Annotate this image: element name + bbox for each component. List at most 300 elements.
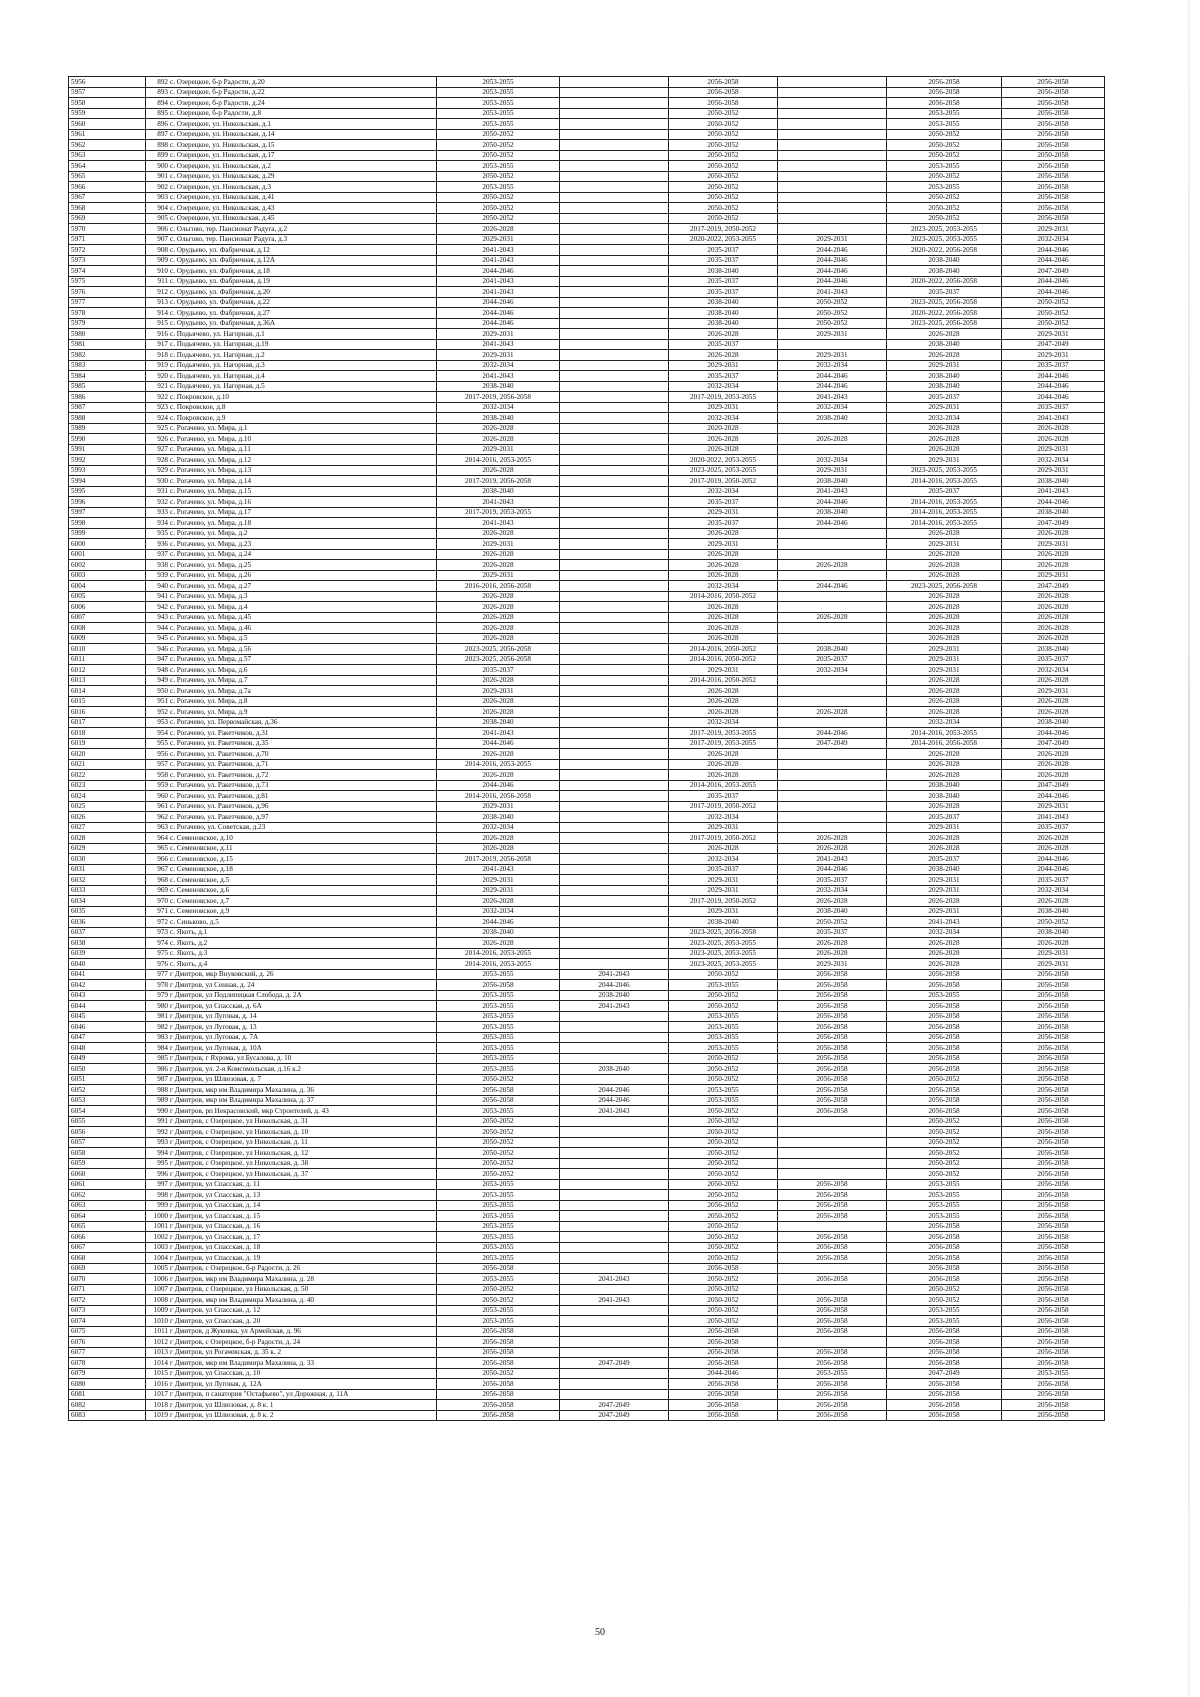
table-cell: 2050-2052 [669, 1148, 778, 1159]
table-cell: 2056-2058 [1002, 1074, 1105, 1085]
table-cell: 2053-2055 [887, 1305, 1002, 1316]
table-cell: 2041-2043 [437, 728, 560, 739]
table-cell: 5991 [69, 444, 146, 455]
table-cell [560, 948, 669, 959]
table-cell [560, 1284, 669, 1295]
table-cell: 2029-2031 [1002, 570, 1105, 581]
table-cell: 2029-2031 [437, 329, 560, 340]
table-cell: 2029-2031 [669, 906, 778, 917]
table-row [69, 476, 1105, 487]
table-cell: с. Орудьево, ул. Фабричная, д.12 [169, 245, 437, 256]
table-cell: 1016 [146, 1379, 170, 1390]
table-cell [778, 770, 887, 781]
table-cell: г Дмитров, ул Луговая, д. 7А [169, 1032, 437, 1043]
table-cell: 2026-2028 [1002, 707, 1105, 718]
table-cell: 2035-2037 [669, 518, 778, 529]
table-cell: 2026-2028 [1002, 633, 1105, 644]
table-cell [560, 434, 669, 445]
table-cell: 5999 [69, 528, 146, 539]
table-cell: 2056-2058 [1002, 1274, 1105, 1285]
table-cell: 911 [146, 276, 170, 287]
table-cell: 6050 [69, 1064, 146, 1075]
table-cell: 6064 [69, 1211, 146, 1222]
table-row [69, 1410, 1105, 1421]
table-row [69, 392, 1105, 403]
table-cell: 2032-2034 [887, 717, 1002, 728]
table-row [69, 455, 1105, 466]
table-cell: 1014 [146, 1358, 170, 1369]
table-row [69, 1053, 1105, 1064]
table-cell: 2050-2052 [437, 203, 560, 214]
table-cell: 2038-2040 [778, 413, 887, 424]
table-cell: 2053-2055 [437, 108, 560, 119]
table-cell: 6003 [69, 570, 146, 581]
table-cell: 2026-2028 [669, 602, 778, 613]
table-cell: 2026-2028 [1002, 528, 1105, 539]
table-cell: 2026-2028 [778, 938, 887, 949]
table-cell: 2035-2037 [669, 287, 778, 298]
table-cell: 2035-2037 [778, 927, 887, 938]
table-cell [560, 1379, 669, 1390]
table-cell: 2044-2046 [1002, 497, 1105, 508]
table-cell [560, 1232, 669, 1243]
table-cell: 2050-2052 [669, 1295, 778, 1306]
table-cell: г Дмитров, ул Спасская, д. 15 [169, 1211, 437, 1222]
table-cell: с. Орудьево, ул. Фабричная, д.22 [169, 297, 437, 308]
table-cell: 2053-2055 [437, 1064, 560, 1075]
table-cell [778, 696, 887, 707]
table-row [69, 770, 1105, 781]
table-cell: 6045 [69, 1011, 146, 1022]
table-cell: 5986 [69, 392, 146, 403]
table-cell: 2026-2028 [437, 560, 560, 571]
table-cell: 2029-2031 [437, 444, 560, 455]
table-cell: 2017-2019, 2056-2058 [437, 392, 560, 403]
table-cell: 940 [146, 581, 170, 592]
table-cell: 2056-2058 [1002, 1095, 1105, 1106]
table-cell: 2014-2016, 2056-2058 [887, 738, 1002, 749]
table-cell: г Дмитров, мкр им Владимира Махалина, д. 36 [169, 1085, 437, 1096]
table-cell: 2029-2031 [1002, 801, 1105, 812]
table-cell: 2026-2028 [437, 938, 560, 949]
table-cell: 954 [146, 728, 170, 739]
table-cell: 2029-2031 [1002, 465, 1105, 476]
table-row [69, 518, 1105, 529]
table-cell: 2044-2046 [1002, 255, 1105, 266]
table-cell: г Дмитров, с Озерецкое, б-р Радости, д. 26 [169, 1263, 437, 1274]
table-cell: 2026-2028 [1002, 938, 1105, 949]
table-cell: 6037 [69, 927, 146, 938]
table-cell: 5998 [69, 518, 146, 529]
table-cell: г Дмитров, ул Спасская, д. 11 [169, 1179, 437, 1190]
table-cell: 5975 [69, 276, 146, 287]
table-cell [778, 444, 887, 455]
table-cell [560, 1043, 669, 1054]
table-cell [560, 1137, 669, 1148]
table-cell: 2056-2058 [778, 1410, 887, 1421]
table-cell: с. Подьячево, ул. Нагорная, д.2 [169, 350, 437, 361]
table-cell: 5985 [69, 381, 146, 392]
table-cell: 2056-2058 [778, 1085, 887, 1096]
table-cell: 2050-2052 [887, 140, 1002, 151]
table-cell: 6019 [69, 738, 146, 749]
table-cell: 2056-2058 [1002, 203, 1105, 214]
table-row [69, 1106, 1105, 1117]
table-cell: 2056-2058 [1002, 1158, 1105, 1169]
table-cell [560, 801, 669, 812]
table-cell: 2020-2022, 2053-2055 [669, 234, 778, 245]
table-cell: с. Якоть, д.3 [169, 948, 437, 959]
table-cell: с. Подьячево, ул. Нагорная, д.4 [169, 371, 437, 382]
table-cell: 2050-2052 [887, 1137, 1002, 1148]
table-cell: 993 [146, 1137, 170, 1148]
table-cell: 6014 [69, 686, 146, 697]
table-cell: 6026 [69, 812, 146, 823]
table-row [69, 885, 1105, 896]
table-cell: 2035-2037 [669, 371, 778, 382]
table-cell: 931 [146, 486, 170, 497]
table-cell: 6077 [69, 1347, 146, 1358]
table-cell: 2050-2052 [669, 1211, 778, 1222]
table-cell: 2014-2016, 2053-2055 [437, 455, 560, 466]
table-cell: 2026-2028 [1002, 749, 1105, 760]
table-cell: 2050-2052 [669, 1137, 778, 1148]
table-cell: 2026-2028 [887, 759, 1002, 770]
table-cell: 943 [146, 612, 170, 623]
table-row [69, 1358, 1105, 1369]
table-row [69, 1232, 1105, 1243]
table-cell: 2026-2028 [887, 329, 1002, 340]
table-cell: 5978 [69, 308, 146, 319]
table-cell: 1003 [146, 1242, 170, 1253]
table-row [69, 1137, 1105, 1148]
table-cell: 2026-2028 [778, 896, 887, 907]
table-cell: с. Семеновское, д.15 [169, 854, 437, 865]
table-cell: г Дмитров, ул Луговая, д. 13 [169, 1022, 437, 1033]
table-cell: 2056-2058 [887, 1400, 1002, 1411]
table-cell: 6012 [69, 665, 146, 676]
table-cell: 2038-2040 [887, 791, 1002, 802]
table-cell: 2017-2019, 2056-2058 [437, 476, 560, 487]
table-cell: г Дмитров, д Жуковка, ул Армейская, д. 96 [169, 1326, 437, 1337]
table-cell: 939 [146, 570, 170, 581]
table-cell [560, 192, 669, 203]
table-cell: 968 [146, 875, 170, 886]
table-cell: 976 [146, 959, 170, 970]
table-cell: 953 [146, 717, 170, 728]
table-cell: 2017-2019, 2053-2055 [669, 392, 778, 403]
table-cell: 5959 [69, 108, 146, 119]
table-cell: 2056-2058 [1002, 1116, 1105, 1127]
table-cell: 2041-2043 [560, 969, 669, 980]
table-cell: 2050-2052 [669, 1232, 778, 1243]
table-cell: г Дмитров, ул Шлюзовая, д. 8 к. 1 [169, 1400, 437, 1411]
table-cell: с. Рогачево, ул. Мира, д.2 [169, 528, 437, 539]
table-cell: 2050-2052 [1002, 917, 1105, 928]
table-row [69, 686, 1105, 697]
table-cell [560, 507, 669, 518]
table-cell: 2035-2037 [669, 791, 778, 802]
table-row [69, 1032, 1105, 1043]
table-row [69, 1253, 1105, 1264]
table-cell: 2044-2046 [778, 276, 887, 287]
table-cell: 5976 [69, 287, 146, 298]
table-cell [560, 791, 669, 802]
table-cell [778, 749, 887, 760]
table-cell: 6015 [69, 696, 146, 707]
table-cell: 6054 [69, 1106, 146, 1117]
table-row [69, 1200, 1105, 1211]
table-row [69, 1169, 1105, 1180]
table-cell: 2044-2046 [778, 864, 887, 875]
table-cell: 2056-2058 [1002, 1305, 1105, 1316]
table-cell: 2056-2058 [887, 1001, 1002, 1012]
table-cell: с. Орудьево, ул. Фабричная, д.19 [169, 276, 437, 287]
table-cell [560, 1305, 669, 1316]
table-cell: 2035-2037 [1002, 360, 1105, 371]
table-cell: с. Рогачево, ул. Ракетчиков, д.72 [169, 770, 437, 781]
table-cell: 2056-2058 [887, 1022, 1002, 1033]
table-cell: 2053-2055 [669, 1022, 778, 1033]
table-row [69, 1043, 1105, 1054]
table-cell [560, 1148, 669, 1159]
table-cell: 2026-2028 [437, 675, 560, 686]
table-cell: 2056-2058 [669, 87, 778, 98]
table-row [69, 791, 1105, 802]
table-cell [560, 1211, 669, 1222]
table-cell: 6043 [69, 990, 146, 1001]
table-cell: 2053-2055 [887, 990, 1002, 1001]
table-cell [560, 98, 669, 109]
table-cell: 2056-2058 [437, 1379, 560, 1390]
table-cell: 2053-2055 [437, 1211, 560, 1222]
table-cell: 970 [146, 896, 170, 907]
table-cell: 2053-2055 [887, 182, 1002, 193]
table-cell: 2050-2052 [1002, 308, 1105, 319]
table-cell: 2026-2028 [778, 833, 887, 844]
table-cell: с. Орудьево, ул. Фабричная, д.12А [169, 255, 437, 266]
table-cell: 2050-2052 [887, 1295, 1002, 1306]
table-cell: 2026-2028 [437, 549, 560, 560]
table-cell: 2050-2052 [437, 1368, 560, 1379]
table-cell: 2026-2028 [437, 528, 560, 539]
table-cell: 2053-2055 [437, 119, 560, 130]
table-row [69, 402, 1105, 413]
table-row [69, 854, 1105, 865]
table-row [69, 182, 1105, 193]
table-cell: 2041-2043 [437, 276, 560, 287]
table-cell: 5971 [69, 234, 146, 245]
table-cell: 2029-2031 [437, 875, 560, 886]
table-cell: 6022 [69, 770, 146, 781]
table-cell: 2050-2052 [669, 1127, 778, 1138]
table-cell: 2023-2025, 2053-2055 [669, 938, 778, 949]
table-cell: 964 [146, 833, 170, 844]
table-cell: 2026-2028 [437, 707, 560, 718]
table-cell: с. Рогачево, ул. Мира, д.12 [169, 455, 437, 466]
table-cell: 2035-2037 [669, 339, 778, 350]
table-cell [778, 339, 887, 350]
table-cell: 2026-2028 [887, 686, 1002, 697]
table-cell: 2056-2058 [778, 1011, 887, 1022]
table-cell: 2044-2046 [560, 980, 669, 991]
table-cell: с. Озерецкое, б-р Радости, д.20 [169, 77, 437, 88]
table-cell: 2053-2055 [437, 1190, 560, 1201]
table-row [69, 119, 1105, 130]
table-cell: 2026-2028 [669, 759, 778, 770]
table-cell: 2035-2037 [1002, 822, 1105, 833]
table-cell: 6017 [69, 717, 146, 728]
table-cell: 2050-2052 [778, 308, 887, 319]
table-cell: 5989 [69, 423, 146, 434]
table-cell: 2032-2034 [437, 360, 560, 371]
table-cell: 2050-2052 [669, 1274, 778, 1285]
table-cell: 918 [146, 350, 170, 361]
table-cell: 2050-2052 [437, 1148, 560, 1159]
table-cell: 2023-2025, 2056-2058 [437, 654, 560, 665]
table-cell: с. Рогачево, ул. Ракетчиков, д.71 [169, 759, 437, 770]
table-cell: 2053-2055 [437, 1253, 560, 1264]
table-row [69, 507, 1105, 518]
table-cell: 1002 [146, 1232, 170, 1243]
table-cell: 2056-2058 [1002, 1316, 1105, 1327]
table-cell: 2053-2055 [887, 119, 1002, 130]
table-cell [560, 1389, 669, 1400]
table-cell [778, 570, 887, 581]
table-cell [560, 1263, 669, 1274]
table-cell: 2029-2031 [669, 665, 778, 676]
table-cell: 2056-2058 [778, 990, 887, 1001]
table-row [69, 276, 1105, 287]
table-cell: 2050-2052 [887, 213, 1002, 224]
table-cell [560, 570, 669, 581]
table-cell: 2050-2052 [669, 1158, 778, 1169]
table-cell: 6001 [69, 549, 146, 560]
table-cell: г Дмитров, г Яхрома, ул Бусалова, д. 10 [169, 1053, 437, 1064]
schedule-table-container [68, 76, 1090, 1421]
table-cell: 2038-2040 [437, 812, 560, 823]
table-cell: 2026-2028 [1002, 591, 1105, 602]
table-cell: 6075 [69, 1326, 146, 1337]
table-cell: 2035-2037 [1002, 875, 1105, 886]
table-cell: 942 [146, 602, 170, 613]
table-cell: с. Рогачево, ул. Ракетчиков, д.97 [169, 812, 437, 823]
table-cell: 981 [146, 1011, 170, 1022]
table-cell [560, 717, 669, 728]
table-cell [560, 486, 669, 497]
table-cell: 2056-2058 [778, 1190, 887, 1201]
table-cell [560, 938, 669, 949]
table-cell: 2029-2031 [437, 539, 560, 550]
table-cell: 963 [146, 822, 170, 833]
table-cell [560, 1368, 669, 1379]
table-cell: 2041-2043 [560, 1295, 669, 1306]
table-cell: 2014-2016, 2050-2052 [669, 675, 778, 686]
table-cell: с. Якоть, д.2 [169, 938, 437, 949]
table-cell: 2050-2052 [669, 1305, 778, 1316]
table-cell: 2056-2058 [1002, 1389, 1105, 1400]
table-cell: 2056-2058 [1002, 1127, 1105, 1138]
table-row [69, 801, 1105, 812]
table-cell: 2056-2058 [1002, 1295, 1105, 1306]
table-row [69, 749, 1105, 760]
table-cell: 2038-2040 [669, 297, 778, 308]
table-cell: 948 [146, 665, 170, 676]
table-cell: 2050-2052 [437, 1158, 560, 1169]
table-cell: 2056-2058 [437, 1326, 560, 1337]
table-cell: 2050-2052 [669, 1116, 778, 1127]
table-cell [560, 119, 669, 130]
table-cell: 927 [146, 444, 170, 455]
table-cell: 2044-2046 [778, 581, 887, 592]
table-row [69, 959, 1105, 970]
table-cell: 2029-2031 [1002, 539, 1105, 550]
table-cell: 2020-2022, 2056-2058 [887, 308, 1002, 319]
table-cell [560, 329, 669, 340]
table-row [69, 1158, 1105, 1169]
table-row [69, 1337, 1105, 1348]
table-cell: 6059 [69, 1158, 146, 1169]
table-cell: 2047-2049 [560, 1358, 669, 1369]
table-cell [560, 822, 669, 833]
table-cell [778, 759, 887, 770]
table-cell: 902 [146, 182, 170, 193]
table-cell: 2026-2028 [887, 612, 1002, 623]
table-cell: 2023-2025, 2056-2058 [669, 927, 778, 938]
table-cell: 2050-2052 [669, 129, 778, 140]
table-cell: 5995 [69, 486, 146, 497]
table-cell: 2056-2058 [1002, 1179, 1105, 1190]
table-cell: 2056-2058 [1002, 980, 1105, 991]
table-cell: 1010 [146, 1316, 170, 1327]
table-cell [560, 539, 669, 550]
table-cell: 2029-2031 [1002, 686, 1105, 697]
table-cell: 2023-2025, 2053-2055 [669, 465, 778, 476]
table-cell: 2026-2028 [669, 560, 778, 571]
table-cell: 2053-2055 [887, 161, 1002, 172]
table-cell: с. Рогачево, ул. Мира, д.26 [169, 570, 437, 581]
table-cell: 929 [146, 465, 170, 476]
table-cell: 2017-2019, 2050-2052 [669, 801, 778, 812]
table-cell [560, 1011, 669, 1022]
table-cell: 1006 [146, 1274, 170, 1285]
table-row [69, 444, 1105, 455]
table-cell: 2026-2028 [669, 528, 778, 539]
table-cell: 5987 [69, 402, 146, 413]
table-cell: 2047-2049 [778, 738, 887, 749]
table-cell: 2038-2040 [778, 476, 887, 487]
table-cell [560, 108, 669, 119]
table-cell: 2044-2046 [778, 371, 887, 382]
table-cell: 2032-2034 [1002, 234, 1105, 245]
table-cell: 2056-2058 [887, 1379, 1002, 1390]
table-cell: 2056-2058 [887, 969, 1002, 980]
table-cell: 995 [146, 1158, 170, 1169]
table-cell: 2026-2028 [437, 434, 560, 445]
table-row [69, 213, 1105, 224]
table-cell: 2053-2055 [669, 1011, 778, 1022]
table-cell: 6011 [69, 654, 146, 665]
table-cell: г Дмитров, ул Спасская, д. 17 [169, 1232, 437, 1243]
table-cell: 6040 [69, 959, 146, 970]
table-cell: 2056-2058 [778, 1400, 887, 1411]
table-cell: с. Семеновское, д.18 [169, 864, 437, 875]
table-row [69, 350, 1105, 361]
table-cell: 6048 [69, 1043, 146, 1054]
table-cell: 2050-2052 [669, 192, 778, 203]
table-cell: 2056-2058 [1002, 1148, 1105, 1159]
table-row [69, 833, 1105, 844]
